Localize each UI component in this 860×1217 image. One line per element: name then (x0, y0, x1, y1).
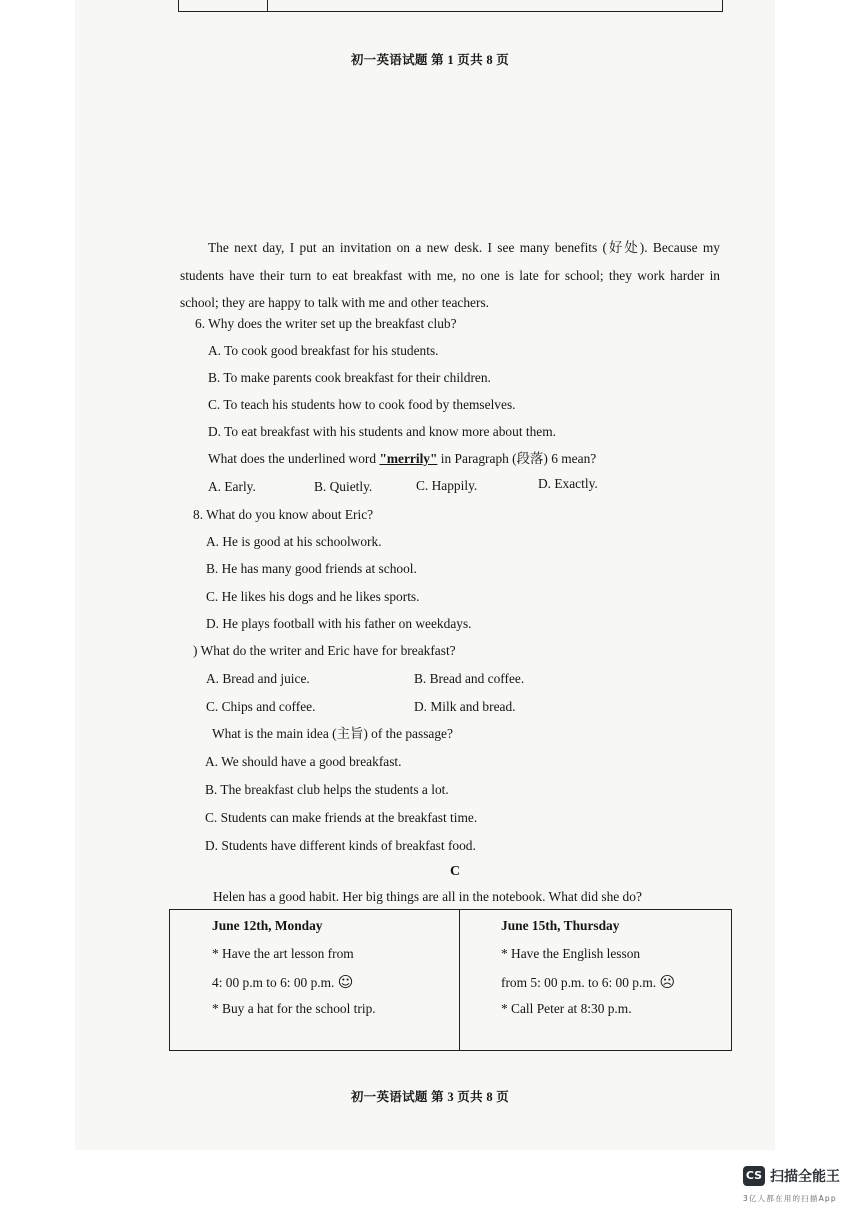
q8-option-a: A. He is good at his schoolwork. (206, 534, 382, 549)
section-c-title: C (449, 864, 461, 879)
q9-stem: ) What do the writer and Eric have for breakfast? (193, 643, 456, 658)
q10-option-c: C. Students can make friends at the breakfast time. (205, 810, 478, 825)
brand-tagline: 3亿人都在用的扫描App (743, 1194, 837, 1203)
previous-page-table-edge (178, 0, 723, 12)
camscanner-logo-icon: CS (743, 1166, 765, 1186)
notebook-table (169, 909, 732, 1051)
q9-option-d: D. Milk and bread. (414, 699, 516, 714)
q6-stem: 6. Why does the writer set up the breakfast club? (195, 316, 457, 331)
page-footer-top: 初一英语试题 第 1 页共 8 页 (350, 53, 510, 67)
right-date-heading: June 15th, Thursday (501, 918, 620, 933)
left-item-1: * Have the art lesson from (212, 946, 354, 961)
q7-option-d: D. Exactly. (538, 476, 598, 491)
right-item-1: * Have the English lesson (501, 946, 641, 961)
section-c-intro: Helen has a good habit. Her big things are all in the notebook. What did she do? (213, 889, 642, 904)
q6-option-c: C. To teach his students how to cook food by themselves. (208, 397, 516, 412)
q7-option-a: A. Early. (208, 479, 256, 494)
left-time-text: 4: 00 p.m to 6: 00 p.m. (212, 975, 335, 990)
q7-underlined-word: "merrily" (379, 451, 438, 466)
q8-option-c: C. He likes his dogs and he likes sports. (206, 589, 420, 604)
table-divider (267, 0, 268, 11)
q7-option-b: B. Quietly. (314, 479, 373, 494)
q10-option-d: D. Students have different kinds of breakfast food. (205, 838, 476, 853)
q6-option-d: D. To eat breakfast with his students and know more about them. (208, 424, 557, 439)
right-time-text: from 5: 00 p.m. to 6: 00 p.m. (501, 975, 657, 990)
left-item-1-time (212, 973, 353, 991)
q10-stem: What is the main idea (主旨) of the passage? (212, 726, 453, 741)
page-footer-bottom: 初一英语试题 第 3 页共 8 页 (350, 1090, 510, 1104)
q9-option-c: C. Chips and coffee. (206, 699, 316, 714)
right-item-1-time (501, 973, 675, 991)
q7-stem-post: in Paragraph (段落) 6 mean? (437, 451, 597, 466)
q8-option-b: B. He has many good friends at school. (206, 561, 417, 576)
left-item-2: * Buy a hat for the school trip. (212, 1001, 376, 1016)
passage-paragraph: The next day, I put an invitation on a new desk. I see many benefits (好处). Because my students have their turn to eat breakfast with me, no one is late for school; they work harder in school; they are happy to talk with me and other teachers. (180, 240, 720, 310)
smile-icon: ☺ (337, 973, 354, 991)
scanner-watermark (743, 1163, 853, 1209)
notebook-divider (459, 910, 460, 1050)
q10-option-a: A. We should have a good breakfast. (205, 754, 402, 769)
q10-option-b: B. The breakfast club helps the students a lot. (205, 782, 449, 797)
q8-option-d: D. He plays football with his father on weekdays. (206, 616, 472, 631)
right-item-2: * Call Peter at 8:30 p.m. (501, 1001, 632, 1016)
q7-stem (208, 451, 596, 467)
q6-option-a: A. To cook good breakfast for his students. (208, 343, 439, 358)
q9-option-b: B. Bread and coffee. (414, 671, 525, 686)
q7-stem-pre: What does the underlined word (208, 451, 380, 466)
q6-option-b: B. To make parents cook breakfast for their children. (208, 370, 491, 385)
q7-option-c: C. Happily. (416, 478, 478, 493)
q8-stem: 8. What do you know about Eric? (193, 507, 374, 522)
brand-name: 扫描全能王 (770, 1169, 840, 1185)
q9-option-a: A. Bread and juice. (206, 671, 310, 686)
frown-icon: ☹ (659, 973, 676, 991)
left-date-heading: June 12th, Monday (212, 918, 323, 933)
